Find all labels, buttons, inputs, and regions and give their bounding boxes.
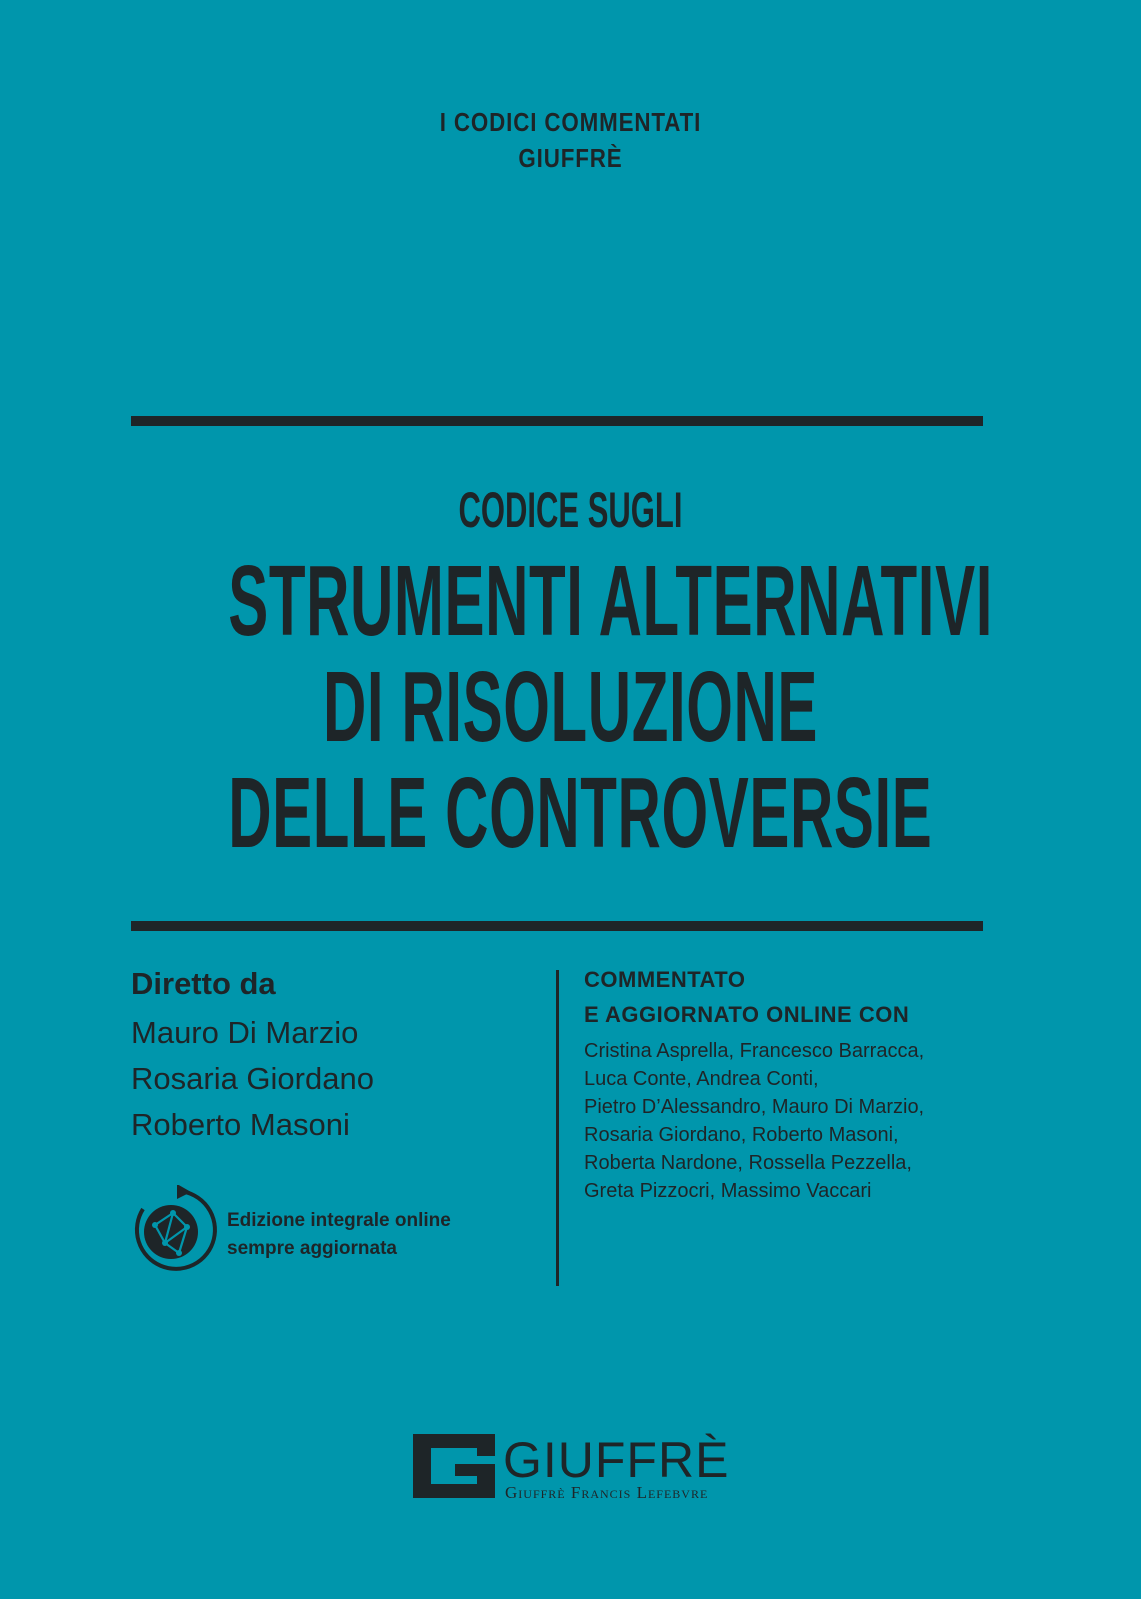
editor-name: Roberto Masoni <box>131 1107 350 1142</box>
title-line-3: DELLE CONTROVERSIE <box>228 757 933 869</box>
contributors-list <box>584 1037 1004 1205</box>
online-edition-text <box>227 1207 451 1263</box>
series-name <box>80 104 1061 176</box>
publisher-subtitle: Giuffrè Francis Lefebvre <box>505 1483 709 1502</box>
contributor-line: Rosaria Giordano, Roberto Masoni, <box>584 1124 899 1146</box>
top-rule <box>131 416 983 426</box>
commented-label-line-2: E AGGIORNATO ONLINE CON <box>584 1002 910 1027</box>
contributor-line: Cristina Asprella, Francesco Barracca, <box>584 1040 925 1062</box>
online-text-line-2: sempre aggiornata <box>227 1238 397 1259</box>
contributor-line: Pietro D’Alessandro, Mauro Di Marzio, <box>584 1096 925 1118</box>
book-title <box>0 480 1141 869</box>
directed-by-label: Diretto da <box>131 966 276 1001</box>
editor-name: Rosaria Giordano <box>131 1061 374 1096</box>
online-text-line-1: Edizione integrale online <box>227 1210 451 1231</box>
giuffre-logo-mark <box>413 1434 495 1498</box>
series-line-2: GIUFFRÈ <box>518 143 623 173</box>
title-kicker: CODICE SUGLI <box>458 482 683 538</box>
online-edition-badge <box>129 1185 489 1275</box>
bottom-rule <box>131 921 983 931</box>
commentary-section <box>584 962 1004 1205</box>
publisher-name: GIUFFRÈ <box>503 1432 730 1488</box>
publisher-logo <box>413 1432 730 1506</box>
globe-refresh-icon <box>129 1185 219 1275</box>
contributor-line: Luca Conte, Andrea Conti, <box>584 1068 819 1090</box>
commented-label-line-1: COMMENTATO <box>584 967 746 992</box>
editor-name: Mauro Di Marzio <box>131 1015 359 1050</box>
title-line-1: STRUMENTI ALTERNATIVI <box>228 545 993 657</box>
contributor-line: Roberta Nardone, Rossella Pezzella, <box>584 1152 912 1174</box>
contributor-line: Greta Pizzocri, Massimo Vaccari <box>584 1180 872 1202</box>
column-divider <box>556 970 559 1286</box>
series-line-1: I CODICI COMMENTATI <box>439 107 702 137</box>
title-line-2: DI RISOLUZIONE <box>322 651 819 763</box>
editors-section <box>131 962 531 1148</box>
